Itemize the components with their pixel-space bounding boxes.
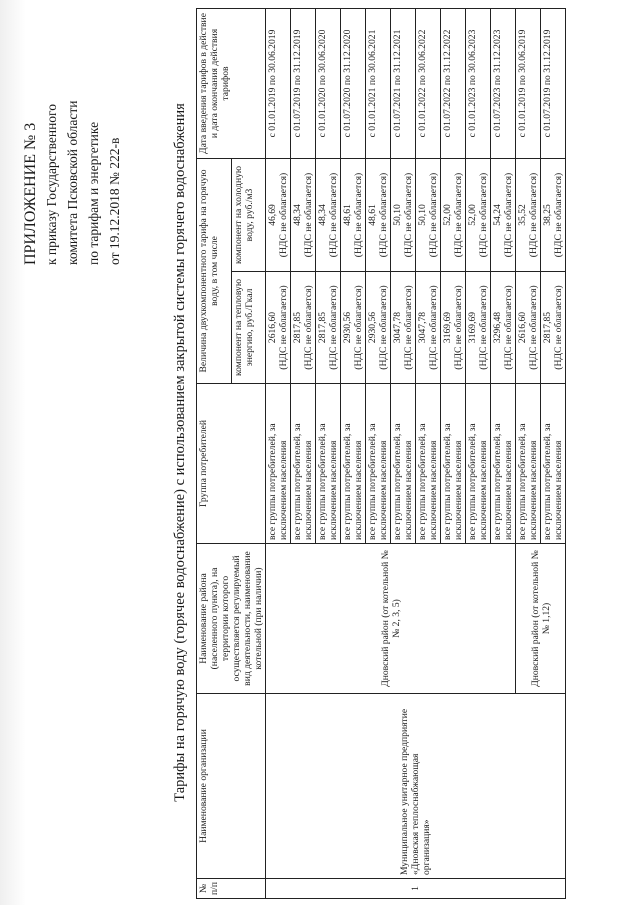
water-component-vat-note: (НДС не облагается)	[353, 172, 364, 258]
consumer-group: все группы потребителей, за исключением населения	[391, 384, 416, 544]
heat-component-value: 2817,85	[542, 311, 553, 344]
water-component-vat-note: (НДС не облагается)	[478, 172, 489, 258]
water-component-value: 48,61	[367, 204, 378, 226]
appendix-block	[20, 15, 125, 265]
water-component	[391, 158, 416, 271]
water-component-value: 50,10	[417, 204, 428, 226]
water-component-vat-note: (НДС не облагается)	[503, 172, 514, 258]
water-component-vat-note: (НДС не облагается)	[278, 172, 289, 258]
heat-component-vat-note: (НДС не облагается)	[453, 285, 464, 370]
water-component-value: 48,61	[342, 204, 353, 226]
water-component-value: 46,69	[267, 204, 278, 226]
heat-component	[316, 272, 341, 384]
tariff-period: с 01.01.2023 по 30.06.2023	[466, 8, 491, 158]
consumer-group: все группы потребителей, за исключением населения	[291, 384, 316, 544]
water-component-value: 50,10	[392, 204, 403, 226]
tariff-period: с 01.01.2022 по 30.06.2022	[416, 8, 441, 158]
heat-component-vat-note: (НДС не облагается)	[328, 285, 339, 370]
heat-component	[366, 272, 391, 384]
area-name: Дновский район (от котельной №№ 1,12)	[516, 544, 566, 694]
water-component	[466, 158, 491, 271]
heat-component-value: 2616,60	[267, 311, 278, 344]
heat-component	[416, 272, 441, 384]
water-component-vat-note: (НДС не облагается)	[428, 172, 439, 258]
consumer-group: все группы потребителей, за исключением населения	[441, 384, 466, 544]
heat-component	[516, 272, 541, 384]
row-number: 1	[266, 879, 566, 899]
col-header-area: Наименование района (населенного пункта), на территории которого осуществляется регулируемый вид деятельности, наименование котельной (при наличии)	[197, 544, 266, 694]
heat-component-value: 2616,60	[517, 311, 528, 344]
water-component	[341, 158, 366, 271]
heat-component	[491, 272, 516, 384]
consumer-group: все группы потребителей, за исключением населения	[316, 384, 341, 544]
col-header-heat: компонент на тепловую энергию, руб./Гкал	[231, 272, 266, 384]
tariff-period: с 01.07.2019 по 31.12.2019	[291, 8, 316, 158]
water-component	[441, 158, 466, 271]
col-header-organization: Наименование организации	[197, 694, 266, 879]
water-component-value: 52,00	[467, 204, 478, 226]
heat-component-vat-note: (НДС не облагается)	[478, 285, 489, 370]
consumer-group: все группы потребителей, за исключением населения	[516, 384, 541, 544]
heat-component	[391, 272, 416, 384]
heat-component-value: 2817,85	[292, 311, 303, 344]
water-component-vat-note: (НДС не облагается)	[553, 172, 564, 258]
heat-component-value: 3169,69	[467, 311, 478, 344]
table-row	[266, 8, 291, 898]
heat-component-vat-note: (НДС не облагается)	[503, 285, 514, 370]
water-component	[316, 158, 341, 271]
consumer-group: все группы потребителей, за исключением населения	[416, 384, 441, 544]
tariff-period: с 01.01.2019 по 30.06.2019	[266, 8, 291, 158]
tariff-period: с 01.01.2021 по 30.06.2021	[366, 8, 391, 158]
water-component-vat-note: (НДС не облагается)	[303, 172, 314, 258]
water-component-value: 35,52	[517, 204, 528, 226]
col-header-value: Величина двухкомпонентного тарифа на горячую воду, в том числе	[197, 158, 232, 383]
organization-name: Муниципальное унитарное предприятие «Дновская теплоснабжающая организация»	[266, 694, 566, 879]
water-component	[266, 158, 291, 271]
consumer-group: все группы потребителей, за исключением населения	[491, 384, 516, 544]
tariff-period: с 01.07.2022 по 31.12.2022	[441, 8, 466, 158]
water-component-vat-note: (НДС не облагается)	[528, 172, 539, 258]
water-component	[516, 158, 541, 271]
tariff-period: с 01.01.2019 по 30.06.2019	[516, 8, 541, 158]
tariff-period: с 01.07.2023 по 31.12.2023	[491, 8, 516, 158]
water-component-value: 38,25	[542, 204, 553, 226]
consumer-group: все группы потребителей, за исключением населения	[266, 384, 291, 544]
tariff-period: с 01.07.2020 по 31.12.2020	[341, 8, 366, 158]
water-component	[541, 158, 566, 271]
tariff-table	[196, 8, 566, 899]
heat-component-vat-note: (НДС не облагается)	[378, 285, 389, 370]
consumer-group: все группы потребителей, за исключением населения	[541, 384, 566, 544]
heat-component	[541, 272, 566, 384]
table-header-row	[197, 8, 232, 898]
consumer-group: все группы потребителей, за исключением населения	[366, 384, 391, 544]
heat-component	[266, 272, 291, 384]
col-header-num: № п/п	[197, 879, 266, 899]
heat-component	[466, 272, 491, 384]
heat-component-vat-note: (НДС не облагается)	[553, 285, 564, 370]
heat-component-vat-note: (НДС не облагается)	[528, 285, 539, 370]
document-title: Тарифы на горячую воду (горячее водоснабжение) с использованием закрытой системы горячего водоснабжения	[172, 103, 188, 802]
heat-component-vat-note: (НДС не облагается)	[278, 285, 289, 370]
appendix-line: по тарифам и энергетике	[86, 121, 101, 265]
heat-component-value: 3169,69	[442, 311, 453, 344]
heat-component-value: 3047,78	[392, 311, 403, 344]
water-component	[491, 158, 516, 271]
appendix-line: комитета Псковской области	[65, 100, 80, 265]
water-component-vat-note: (НДС не облагается)	[328, 172, 339, 258]
water-component-value: 54,24	[492, 204, 503, 226]
water-component	[366, 158, 391, 271]
heat-component-value: 3296,48	[492, 311, 503, 344]
appendix-title: ПРИЛОЖЕНИЕ № 3	[22, 122, 39, 265]
heat-component-vat-note: (НДС не облагается)	[303, 285, 314, 370]
water-component	[291, 158, 316, 271]
tariff-period: с 01.07.2019 по 31.12.2019	[541, 8, 566, 158]
col-header-water: компонент на холодную воду, руб./м3	[231, 158, 266, 271]
consumer-group: все группы потребителей, за исключением населения	[466, 384, 491, 544]
water-component-vat-note: (НДС не облагается)	[403, 172, 414, 258]
water-component	[416, 158, 441, 271]
consumer-group: все группы потребителей, за исключением населения	[341, 384, 366, 544]
heat-component	[441, 272, 466, 384]
heat-component-vat-note: (НДС не облагается)	[428, 285, 439, 370]
heat-component-value: 2930,56	[367, 311, 378, 344]
water-component-value: 52,00	[442, 204, 453, 226]
col-header-period: Дата введения тарифов в действие и дата окончания действия тарифов	[197, 8, 266, 158]
appendix-line: от 19.12.2018 № 222-в	[107, 137, 122, 265]
heat-component	[341, 272, 366, 384]
heat-component-value: 3047,78	[417, 311, 428, 344]
heat-component-value: 2817,85	[317, 311, 328, 344]
col-header-group: Группа потребителей	[197, 384, 266, 544]
area-name: Дновский район (от котельной №№ 2, 3, 5)	[266, 544, 516, 694]
water-component-value: 48,34	[292, 204, 303, 226]
water-component-vat-note: (НДС не облагается)	[378, 172, 389, 258]
tariff-period: с 01.07.2021 по 31.12.2021	[391, 8, 416, 158]
water-component-vat-note: (НДС не облагается)	[453, 172, 464, 258]
heat-component-value: 2930,56	[342, 311, 353, 344]
table-body	[266, 8, 566, 898]
heat-component-vat-note: (НДС не облагается)	[403, 285, 414, 370]
heat-component-vat-note: (НДС не облагается)	[353, 285, 364, 370]
tariff-period: с 01.01.2020 по 30.06.2020	[316, 8, 341, 158]
water-component-value: 48,34	[317, 204, 328, 226]
heat-component	[291, 272, 316, 384]
appendix-line: к приказу Государственного	[44, 103, 59, 265]
